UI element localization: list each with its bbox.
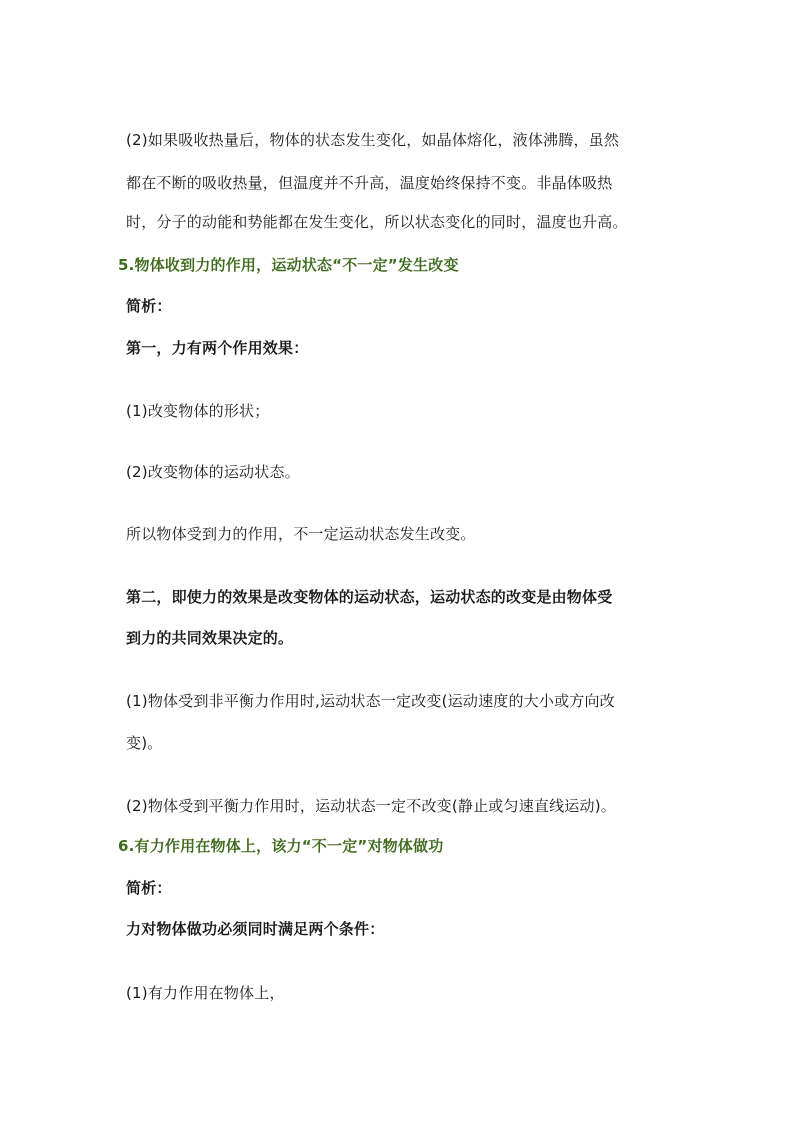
section-heading-6: 6.有力作用在物体上，该力“不一定”对物体做功	[118, 837, 444, 855]
analysis-label: 简析：	[126, 297, 172, 315]
conclusion-text: 所以物体受到力的作用，不一定运动状态发生改变。	[126, 525, 476, 543]
paragraph-line: 都在不断的吸收热量，但温度并不升高，温度始终保持不变。非晶体吸热	[126, 174, 613, 192]
list-item: (2)物体受到平衡力作用时，运动状态一定不改变(静止或匀速直线运动)。	[126, 797, 616, 815]
first-point-heading: 第一，力有两个作用效果：	[126, 339, 309, 357]
analysis-label: 简析：	[126, 879, 172, 897]
condition-heading: 力对物体做功必须同时满足两个条件：	[126, 920, 385, 938]
second-point-line: 第二，即使力的效果是改变物体的运动状态，运动状态的改变是由物体受	[126, 588, 613, 606]
second-point-line: 到力的共同效果决定的。	[126, 629, 294, 647]
paragraph-line: 时，分子的动能和势能都在发生变化，所以状态变化的同时，温度也升高。	[126, 213, 628, 231]
list-item: 变)。	[126, 734, 163, 752]
list-item: (1)改变物体的形状；	[126, 402, 270, 420]
list-item: (1)有力作用在物体上，	[126, 984, 285, 1002]
list-item: (2)改变物体的运动状态。	[126, 463, 300, 481]
list-item: (1)物体受到非平衡力作用时,运动状态一定改变(运动速度的大小或方向改	[126, 692, 615, 710]
paragraph-line: (2)如果吸收热量后，物体的状态发生变化，如晶体熔化，液体沸腾，虽然	[126, 131, 620, 149]
section-heading-5: 5.物体收到力的作用，运动状态“不一定”发生改变	[118, 256, 459, 274]
